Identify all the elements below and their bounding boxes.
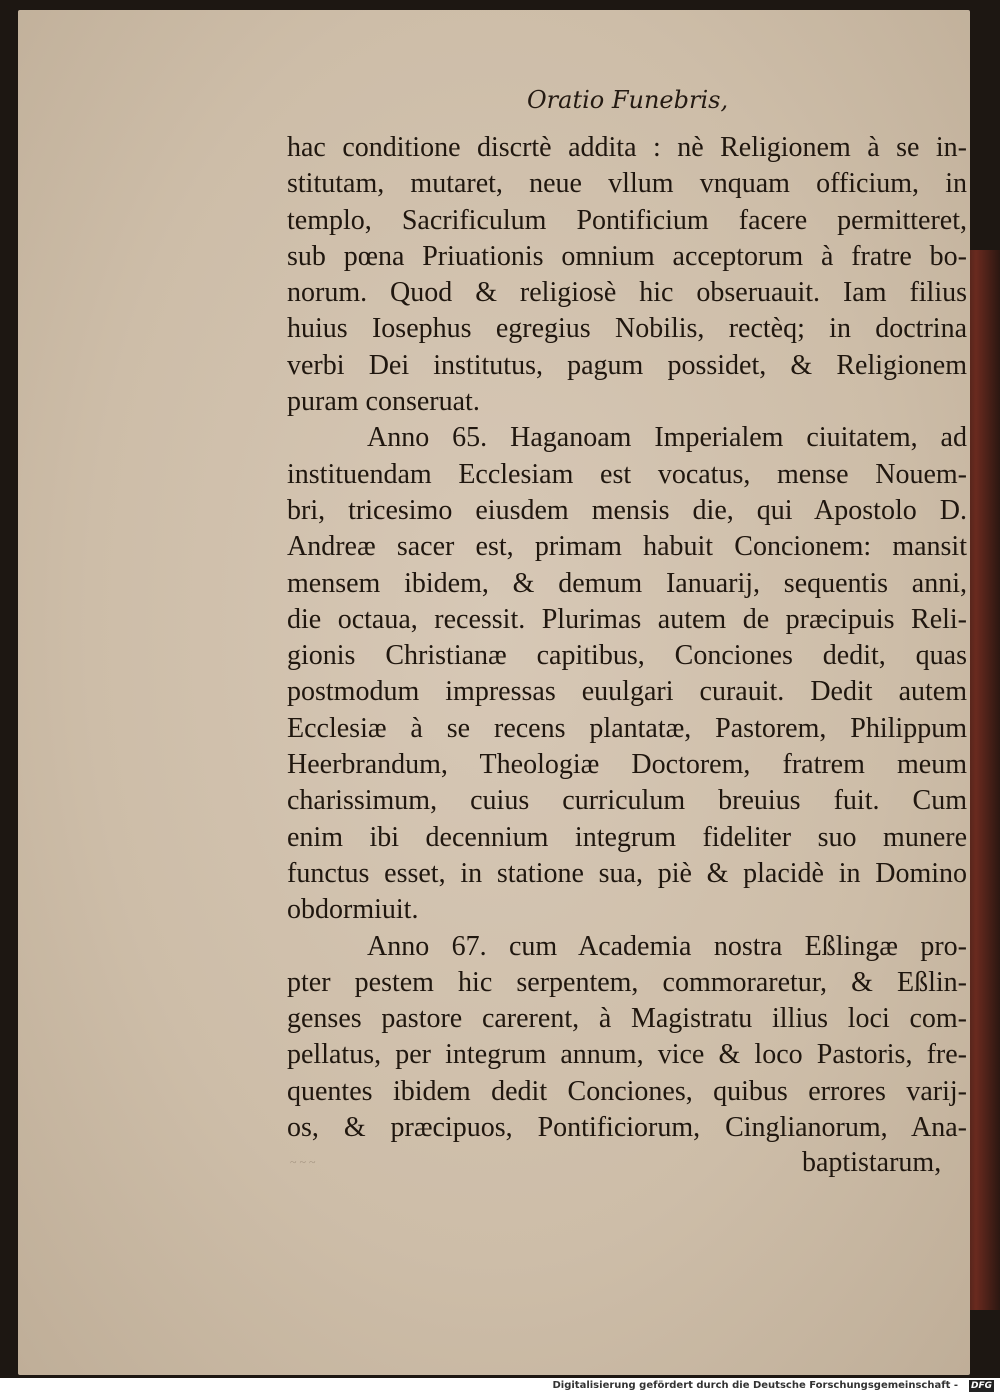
digitization-credit: Digitalisierung gefördert durch die Deutsche Forschungsgemeinschaft - <box>552 1380 958 1391</box>
running-header: Oratio Funebris, <box>527 86 729 114</box>
text-line: functus esset, in statione sua, piè & placidè in Domino <box>287 857 967 889</box>
body-text <box>287 130 967 1146</box>
text-line: genses pastore carerent, à Magistratu illius loci com- <box>287 1003 967 1035</box>
text-line: templo, Sacrificulum Pontificium facere permitteret, <box>287 204 967 236</box>
text-line: Heerbrandum, Theologiæ Doctorem, fratrem meum <box>287 749 967 781</box>
text-line: puram conseruat. <box>287 386 480 418</box>
text-line: hac conditione discrtè addita : nè Religionem à se in- <box>287 132 967 163</box>
text-line: instituendam Ecclesiam est vocatus, mense Nouem- <box>287 458 967 490</box>
dfg-logo: DFG <box>970 1381 992 1391</box>
text-line: obdormiuit. <box>287 894 419 926</box>
text-line: verbi Dei institutus, pagum possidet, & Religionem <box>287 349 967 381</box>
text-line: stitutam, mutaret, neue vllum vnquam officium, in <box>287 168 967 200</box>
text-line: huius Iosephus egregius Nobilis, rectèq; in doctrina <box>287 313 967 345</box>
text-line: die octaua, recessit. Plurimas autem de præcipuis Reli- <box>287 603 967 635</box>
text-line: Ecclesiæ à se recens plantatæ, Pastorem, Philippum <box>287 712 967 744</box>
text-line: os, & præcipuos, Pontificiorum, Cinglianorum, Ana- <box>287 1112 967 1144</box>
text-line: norum. Quod & religiosè hic obseruauit. Iam filius <box>287 277 967 309</box>
text-line: Anno 67. cum Academia nostra Eßlingæ pro- <box>367 930 967 962</box>
catchword: baptistarum, <box>802 1147 942 1178</box>
text-line: enim ibi decennium integrum fideliter suo munere <box>287 821 967 853</box>
text-line: mensem ibidem, & demum Ianuarij, sequentis anni, <box>287 567 967 599</box>
text-line: pellatus, per integrum annum, vice & loco Pastoris, fre- <box>287 1039 967 1071</box>
ink-smudge: ~ ~ ~ <box>290 1155 316 1169</box>
text-line: Anno 65. Haganoam Imperialem ciuitatem, ad <box>367 422 967 454</box>
text-line: pter pestem hic serpentem, commoraretur, & Eßlin- <box>287 966 967 998</box>
text-line: bri, tricesimo eiusdem mensis die, qui Apostolo D. <box>287 494 967 526</box>
text-line: postmodum impressas euulgari curauit. Dedit autem <box>287 676 967 708</box>
text-line: sub pœna Priuationis omnium acceptorum à fratre bo- <box>287 240 967 272</box>
text-line: Andreæ sacer est, primam habuit Concionem: mansit <box>287 531 967 563</box>
text-line: quentes ibidem dedit Conciones, quibus errores varij- <box>287 1075 967 1107</box>
text-line: charissimum, cuius curriculum breuius fuit. Cum <box>287 785 967 817</box>
text-line: gionis Christianæ capitibus, Conciones dedit, quas <box>287 640 967 672</box>
footer-bar <box>0 1378 1000 1395</box>
